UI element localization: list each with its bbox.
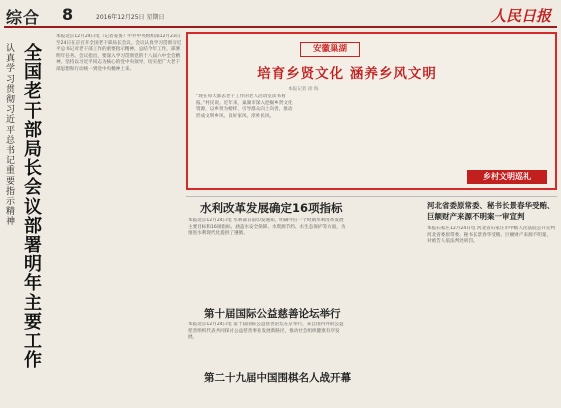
column-label: 乡村文明巡礼 [467, 170, 547, 184]
feature-box [186, 32, 557, 190]
story-headline: 河北省委原常委、秘书长景春华受贿、巨额财产来源不明案一审宣判 [427, 201, 555, 221]
feature-tag: 安徽巢湖 [300, 42, 360, 57]
feature-byline: 本报记者 徐 海 [288, 87, 319, 92]
feature-body-text: “现在每天都去老干工作的老人活动室读书看报。”村民说。近年来，巢湖市深入挖掘乡贤文化资源，以乡贤为榜样，引导群众向上向善，推动形成文明乡风、良好家风、淳朴民风。 [196, 94, 293, 119]
divider [186, 196, 557, 197]
page-number: 8 [62, 5, 74, 24]
page-header [4, 4, 557, 28]
story-headline: 水利改革发展确定16项指标 [200, 201, 343, 215]
lead-headline: 全国老干部局长会议部署明年主要工作 [24, 43, 42, 372]
publication-date: 2016年12月25日 星期日 [96, 14, 165, 21]
story-headline: 第十届国际公益慈善论坛举行 [204, 308, 341, 320]
section-name: 综合 [6, 8, 41, 27]
feature-title: 培育乡贤文化 涵养乡风文明 [257, 66, 437, 82]
story-body: 本报北京12月24日电 第十届国际公益慈善论坛在京举行，来自国内外的公益慈善组织代表共同探讨公益慈善事业发展新路径，推动社会组织健康有序发展。 [188, 322, 344, 341]
story-headline: 第二十九届中国围棋名人战开幕 [204, 372, 351, 384]
story-body: 本报北京12月24日电 水利部日前印发通知，明确今后一个时期水利改革发展主要目标和16项指标，涵盖水安全保障、水资源节约、水生态保护等方面，为推进水利现代化提供了遵循。 [188, 218, 346, 237]
lead-body-text: 本报北京12月24日电（记者姜赟）中共中央组织部12月23日至24日在京召开全国老干部局长会议。会议认真学习贯彻习近平总书记对老干部工作的重要指示精神，总结今年工作，部署明年任务。会议指出，要深入学习贯彻党的十八届六中全会精神，坚持以习近平同志为核心的党中央领导，切实把广大老干部思想和行动统一到党中央精神上来。 [56, 34, 182, 72]
masthead-logo: 人民日报 [490, 7, 551, 25]
lead-kicker: 认真学习贯彻习近平总书记重要指示精神 [6, 44, 16, 228]
story-body: 本报石家庄12月24日电 河北省石家庄市中级人民法院公开宣判河北省委原常委、秘书长景春华受贿、巨额财产来源不明案，对被告人依法判处刑罚。 [427, 226, 555, 245]
